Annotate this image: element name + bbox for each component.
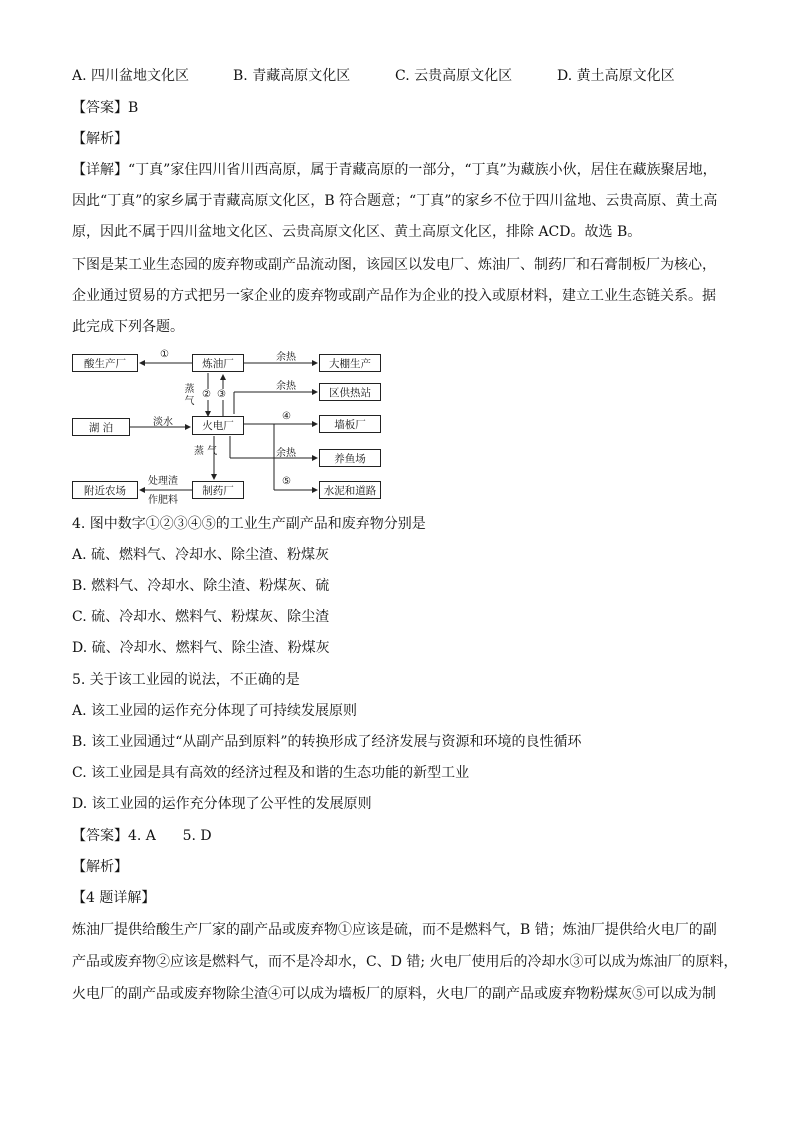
label-steam-vertical: 蒸气 [184,384,195,407]
box-fish-farm: 养鱼场 [319,449,381,467]
q5-option-c: C. 该工业园是具有高效的经济过程及和谐的生态功能的新型工业 [72,765,470,781]
q3-option-d: D. 黄土高原文化区 [557,68,675,84]
label-residue-1: 处理渣 [148,476,178,487]
q3-detail-line: 【详解】“丁真”家住四川省川西高原，属于青藏高原的一部分，“丁真”为藏族小伙，居住在藏族聚居地， [72,162,717,178]
label-residue-2: 作肥料 [148,495,178,506]
q5-option-b: B. 该工业园通过“从副产品到原料”的转换形成了经济发展与资源和环境的良性循环 [72,734,582,750]
intro-line: 此完成下列各题。 [72,319,184,335]
label-fresh-water: 淡水 [153,417,173,428]
industrial-flow-diagram [68,348,388,508]
q5-option-d: D. 该工业园的运作充分体现了公平性的发展原则 [72,796,372,812]
box-power-plant: 火电厂 [192,416,244,435]
label-heat-greenhouse: 余热 [276,352,296,363]
label-n2: ② [202,389,211,400]
intro-line: 下图是某工业生态园的废弃物或副产品流动图，该园区以发电厂、炼油厂、制药厂和石膏制板厂为核心， [72,257,716,273]
q3-detail-line: 因此“丁真”的家乡属于青藏高原文化区，B 符合题意；“丁真”的家乡不位于四川盆地、云贵高原、黄土高 [72,193,718,209]
q3-option-a: A. 四川盆地文化区 [72,68,190,84]
box-greenhouse: 大棚生产 [319,354,381,372]
q4-option-a: A. 硫、燃料气、冷却水、除尘渣、粉煤灰 [72,547,330,563]
q5-option-a: A. 该工业园的运作充分体现了可持续发展原则 [72,703,358,719]
box-acid-plant: 酸生产厂 [72,354,138,372]
intro-line: 企业通过贸易的方式把另一家企业的废弃物或副产品作为企业的投入或原材料，建立工业生态链关系。据 [72,288,716,304]
analysis-title-2: 【解析】 [72,859,128,875]
q3-option-c: C. 云贵高原文化区 [395,68,513,84]
label-n1: ① [160,349,169,360]
q4-option-d: D. 硫、冷却水、燃料气、除尘渣、粉煤灰 [72,640,330,656]
box-wallboard: 墙板厂 [319,415,381,433]
label-heat-fish: 余热 [276,448,296,459]
q3-answer: 【答案】B [72,100,139,116]
q3-option-b: B. 青藏高原文化区 [233,68,351,84]
box-heating-station: 区供热站 [319,383,381,401]
q3-options-row [72,66,722,86]
box-refinery: 炼油厂 [192,354,244,372]
box-cement-roads: 水泥和道路 [319,481,381,499]
box-lake: 湖 泊 [72,418,130,436]
q3-detail-line: 原，因此不属于四川盆地文化区、云贵高原文化区、黄土高原文化区，排除 ACD。故选 B。 [72,224,642,240]
label-heat-heating: 余热 [276,381,296,392]
label-n3: ③ [217,389,226,400]
box-nearby-farm: 附近农场 [72,481,138,499]
box-pharma: 制药厂 [192,481,244,499]
q5-stem: 5. 关于该工业园的说法，不正确的是 [72,672,300,688]
q4-detail-line: 火电厂的副产品或废弃物除尘渣④可以成为墙板厂的原料，火电厂的副产品或废弃物粉煤灰⑤可以成为制 [72,986,716,1002]
q4-option-b: B. 燃料气、冷却水、除尘渣、粉煤灰、硫 [72,578,330,594]
label-steam-horizontal: 蒸 气 [194,446,218,457]
q4-detail-line: 产品或废弃物②应该是燃料气，而不是冷却水，C、D 错; 火电厂使用后的冷却水③可以成为炼油厂的原料， [72,954,738,970]
label-n4: ④ [282,411,291,422]
q4-option-c: C. 硫、冷却水、燃料气、粉煤灰、除尘渣 [72,609,330,625]
answer-4-5: 【答案】4. A 5. D [72,828,212,844]
label-n5: ⑤ [282,476,291,487]
q3-analysis-title: 【解析】 [72,131,128,147]
q4-detail-line: 炼油厂提供给酸生产厂家的副产品或废弃物①应该是硫，而不是燃料气，B 错；炼油厂提供给火电厂的副 [72,922,717,938]
q4-stem: 4. 图中数字①②③④⑤的工业生产副产品和废弃物分别是 [72,516,426,532]
q4-detail-title: 【4 题详解】 [72,890,156,906]
